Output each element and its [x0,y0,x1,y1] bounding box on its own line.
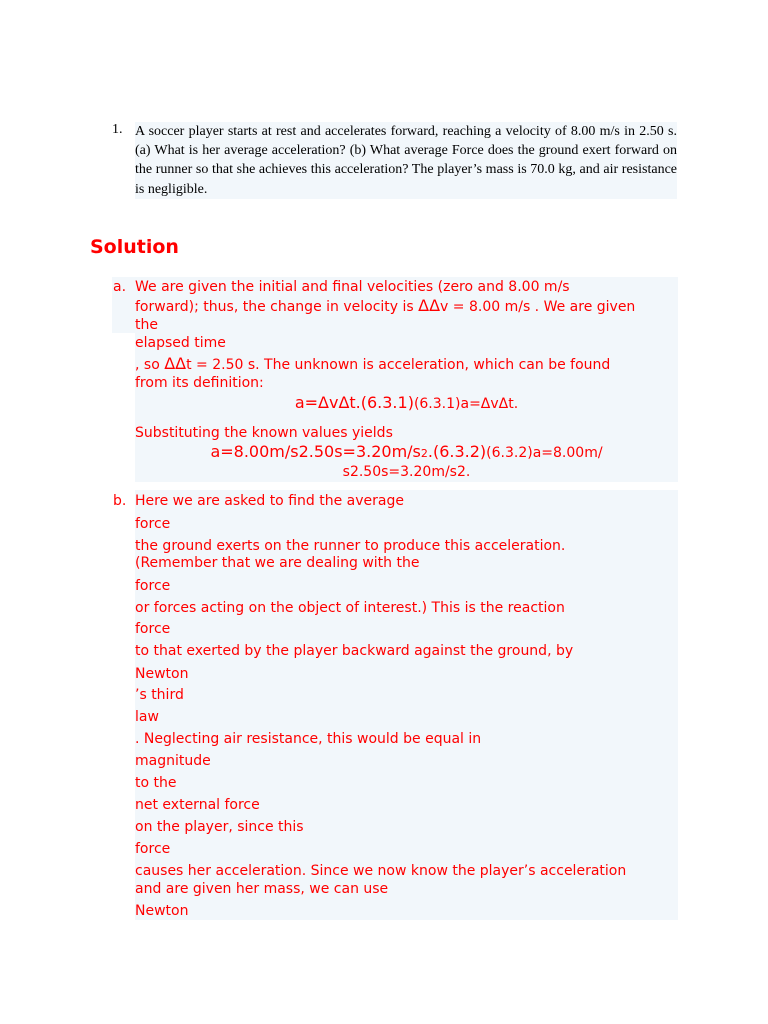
problem-text: A soccer player starts at rest and accelerates forward, reaching a velocity of 8.00 m/s in 2.50 s. (a) What is her average acceleration? (b) What average Force does the ground exert forward on the runner so that she achieves this acceleration? The player’s mass is 70.0 kg, and air resistance is negligible. [135,122,677,199]
equation-6-3-2-main: a=8.00m/s2.50s=3.20m/s [210,442,421,461]
part-a-line-5-pre: , so [135,357,165,373]
equation-6-3-1 [135,393,678,414]
force-term: force [135,621,171,637]
equation-6-3-2-exponent: 2 [420,447,428,460]
part-b-line: Here we are asked to find the average [135,493,404,509]
delta-symbol: ΔΔ [164,354,187,373]
part-a-line-2 [135,297,635,316]
solution-title: Solution [90,236,179,258]
force-term: force [135,578,171,594]
equation-6-3-2 [135,442,678,464]
part-a-line-1: We are given the initial and final velocities (zero and 8.00 m/s [135,279,570,295]
part-b-line: . Neglecting air resistance, this would be equal in [135,731,482,747]
newton-term: Newton [135,903,189,919]
equation-6-3-1-main: a=ΔvΔt.(6.3.1) [294,393,414,412]
part-b-line: (Remember that we are dealing with the [135,555,420,571]
part-b-line: to the [135,775,177,791]
part-b-line: the ground exerts on the runner to produce this acceleration. [135,538,566,554]
equation-6-3-2-alt-2: s2.50s=3.20m/s2. [342,464,471,480]
part-b-line: to that exerted by the player backward against the ground, by [135,643,574,659]
net-external-force-term: net external force [135,797,260,813]
newton-term: Newton [135,666,189,682]
part-a-line-2-post: v = 8.00 m/s . We are given [440,299,636,315]
equation-6-3-2-number: .(6.3.2) [427,442,487,461]
elapsed-time-term: elapsed time [135,335,226,351]
magnitude-term: magnitude [135,753,211,769]
part-a-marker: a. [113,279,127,295]
problem-number: 1. [112,122,123,137]
force-term: force [135,841,171,857]
force-term: force [135,516,171,532]
part-a-line-2-pre: forward); thus, the change in velocity is [135,299,419,315]
part-b-line: on the player, since this [135,819,304,835]
part-b-line: ’s third [135,687,184,703]
part-a-line-5 [135,355,610,374]
delta-symbol: ΔΔ [418,296,441,315]
part-b-line: causes her acceleration. Since we now know the player’s acceleration [135,863,627,879]
part-b-line: and are given her mass, we can use [135,881,389,897]
part-b-line: or forces acting on the object of interest.) This is the reaction [135,600,565,616]
part-a-line-3: the [135,317,158,333]
law-term: law [135,709,159,725]
part-a-line-7: Substituting the known values yields [135,425,393,441]
part-b-marker: b. [113,493,127,509]
part-a-line-5-post: t = 2.50 s. The unknown is acceleration, which can be found [186,357,611,373]
equation-6-3-1-alt: (6.3.1)a=ΔvΔt. [413,396,519,412]
part-a-line-6: from its definition: [135,375,264,391]
equation-6-3-2-alt-1: (6.3.2)a=8.00m/ [486,445,603,461]
